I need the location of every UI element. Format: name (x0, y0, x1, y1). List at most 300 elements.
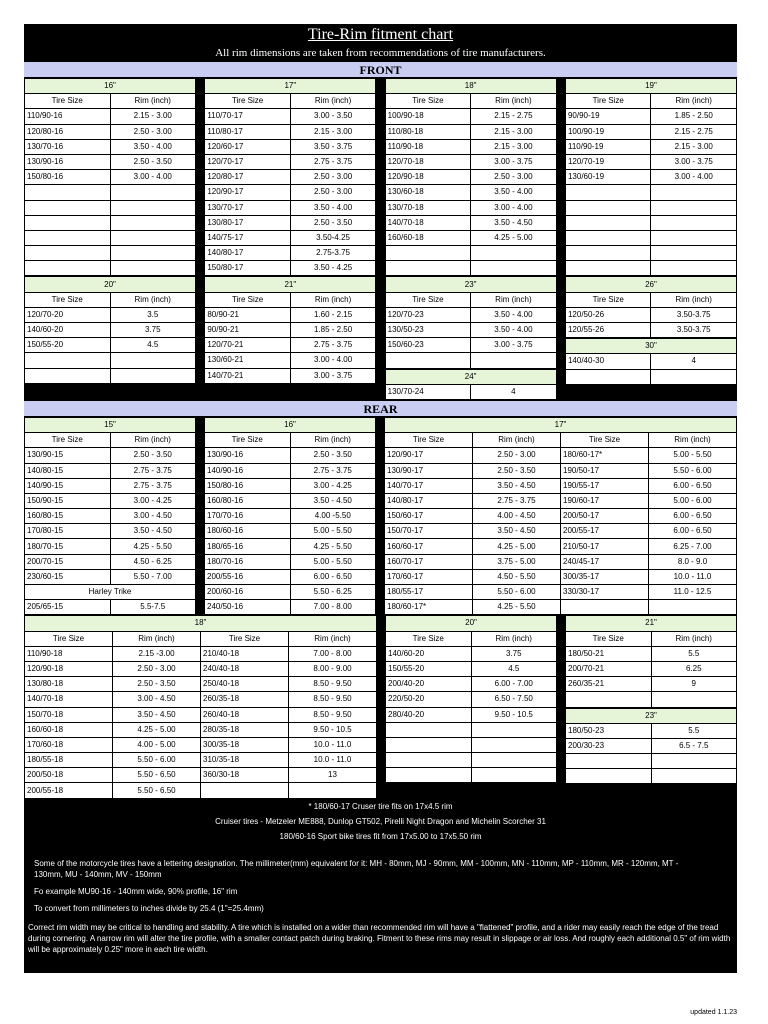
rim-inch-header: Rim (inch) (651, 94, 737, 109)
table-row (25, 185, 196, 200)
rim-width-cell: 6.50 - 7.50 (471, 692, 557, 707)
tire-size-cell (386, 768, 472, 783)
table-row (565, 323, 736, 338)
tire-size-header: Tire Size (25, 94, 111, 109)
tire-size-cell: 330/30-17 (561, 585, 649, 600)
tire-size-cell: 160/80-16 (205, 493, 291, 508)
table-row (385, 448, 737, 463)
table-row (205, 463, 376, 478)
tire-size-cell: 140/70-17 (385, 478, 473, 493)
table-row (386, 707, 557, 722)
table-row (566, 692, 737, 707)
table-row (25, 338, 196, 353)
tire-size-cell (565, 200, 651, 215)
table-row (565, 139, 736, 154)
rim-width-cell: 5.50 - 6.00 (649, 463, 737, 478)
rim-size-label: 20" (386, 616, 557, 631)
rim-inch-header: Rim (inch) (289, 631, 377, 646)
rim-width-cell: 3.75 (471, 646, 557, 661)
tire-size-cell: 170/60-18 (25, 737, 113, 752)
rim-width-cell (471, 737, 557, 752)
rim-width-cell: 6.00 - 6.50 (290, 569, 376, 584)
tire-size-cell: 180/70-15 (25, 539, 111, 554)
tire-size-cell: 120/90-18 (385, 170, 471, 185)
table-row (25, 353, 196, 368)
rim-width-cell: 4.25 - 5.50 (110, 539, 196, 554)
rim-width-cell: 6.25 (651, 661, 737, 676)
tire-size-cell: 230/60-15 (25, 569, 111, 584)
fitment-chart (24, 24, 737, 973)
tire-size-cell: 310/35-18 (201, 753, 289, 768)
front-19-column (565, 78, 737, 276)
rim-width-cell (110, 246, 196, 261)
rim-width-cell (110, 185, 196, 200)
rim-width-cell: 4.25 - 5.00 (471, 230, 557, 245)
tire-size-cell: 130/80-18 (25, 677, 113, 692)
rim-width-cell (651, 692, 737, 707)
rim-width-cell: 2.50 - 3.50 (110, 154, 196, 169)
rim-inch-header: Rim (inch) (290, 433, 376, 448)
table-row (25, 707, 377, 722)
front-26-30-column (565, 276, 737, 400)
tire-size-cell: 180/60-17* (385, 600, 473, 615)
tire-size-cell: 150/55-20 (25, 338, 111, 353)
column-header-row (385, 433, 737, 448)
tire-size-cell (565, 261, 651, 276)
tire-size-cell: 150/55-20 (386, 661, 472, 676)
tire-size-cell (386, 722, 472, 737)
tire-size-cell (385, 261, 471, 276)
tire-size-cell (566, 769, 652, 784)
rim-width-cell: 4.50 - 6.25 (110, 554, 196, 569)
rim-width-cell: 2.15 - 2.75 (471, 109, 557, 124)
table-row (25, 493, 196, 508)
table-row (385, 539, 737, 554)
rear-17-column (384, 417, 737, 615)
tire-size-header: Tire Size (565, 94, 651, 109)
rim-width-cell (110, 230, 196, 245)
rim-width-cell (651, 246, 737, 261)
tire-size-cell: 150/90-15 (25, 493, 111, 508)
rim-width-cell: 10.0 - 11.0 (649, 569, 737, 584)
table-row (386, 737, 557, 752)
tire-size-cell: 180/65-16 (205, 539, 291, 554)
rim-width-cell (471, 753, 557, 768)
rim-width-cell: 1.85 - 2.50 (651, 109, 737, 124)
rim-width-cell: 2.50 - 3.50 (290, 448, 376, 463)
harley-trike-label: Harley Trike (25, 585, 196, 600)
table-row (385, 139, 556, 154)
tire-size-cell: 200/50-17 (561, 509, 649, 524)
tire-size-header: Tire Size (25, 433, 111, 448)
tire-size-cell: 110/90-16 (25, 109, 111, 124)
tire-size-cell: 130/60-18 (385, 185, 471, 200)
rim-width-cell: 2.75 - 3.75 (290, 154, 376, 169)
rim-width-cell: 3.00 - 3.75 (290, 368, 376, 383)
rim-width-cell: 3.50-3.75 (651, 307, 737, 322)
tire-size-header: Tire Size (205, 292, 291, 307)
table-row (385, 323, 556, 338)
tire-size-cell: 120/90-17 (205, 185, 291, 200)
rim-width-cell: 9 (651, 677, 737, 692)
tire-size-cell: 140/90-16 (205, 463, 291, 478)
rim-size-label: 17" (205, 79, 376, 94)
rim-width-cell: 2.50 - 3.00 (113, 661, 201, 676)
table-row (205, 448, 376, 463)
table-row (385, 493, 737, 508)
rim-size-header (385, 277, 556, 292)
rim-width-cell: 3.00 - 4.50 (110, 509, 196, 524)
tire-size-cell (566, 692, 652, 707)
tire-size-cell: 140/70-18 (25, 692, 113, 707)
column-header-row (205, 433, 376, 448)
tire-size-cell: 120/70-19 (565, 154, 651, 169)
tire-size-cell: 260/35-18 (201, 692, 289, 707)
rim-width-cell: 4.25 - 5.00 (113, 722, 201, 737)
table-row (565, 185, 736, 200)
table-row (25, 246, 196, 261)
footnotes (24, 799, 737, 973)
rim-size-header (565, 339, 736, 354)
tire-size-header: Tire Size (561, 433, 649, 448)
table-row (386, 692, 557, 707)
front-20-column (24, 276, 196, 400)
rear-15-column (24, 417, 196, 615)
rim-width-cell: 2.50 - 3.00 (290, 185, 376, 200)
tire-size-cell: 200/70-21 (566, 661, 652, 676)
tire-size-cell: 140/80-15 (25, 463, 111, 478)
chart-title: Tire-Rim fitment chart (307, 26, 454, 43)
rim-inch-header: Rim (inch) (110, 94, 196, 109)
rim-width-cell: 2.75 - 3.75 (110, 463, 196, 478)
tire-size-cell: 260/40-18 (201, 707, 289, 722)
table-row (25, 170, 196, 185)
rim-width-cell: 3.00 - 3.50 (290, 109, 376, 124)
rim-size-label: 16" (205, 417, 376, 432)
rim-width-cell: 3.00 - 4.00 (471, 200, 557, 215)
rim-width-cell: 2.75 - 3.75 (473, 493, 561, 508)
rim-width-cell: 6.00 - 6.50 (649, 524, 737, 539)
rim-width-cell: 3.50 - 3.75 (290, 139, 376, 154)
rim-size-label: 17" (385, 417, 737, 432)
tire-size-cell: 180/55-18 (25, 753, 113, 768)
rim-size-label: 26" (565, 277, 736, 292)
table-row (25, 753, 377, 768)
tire-size-cell: 140/75-17 (205, 230, 291, 245)
tire-size-cell: 140/70-21 (205, 368, 291, 383)
table-row (385, 215, 556, 230)
table-row (205, 600, 376, 615)
rim-size-label: 15" (25, 417, 196, 432)
rim-width-cell: 3.50 - 4.00 (471, 307, 557, 322)
tire-size-cell: 220/50-20 (386, 692, 472, 707)
tire-size-cell: 140/40-30 (565, 354, 651, 369)
table-row (25, 569, 196, 584)
rim-width-cell: 3.00 - 4.50 (113, 692, 201, 707)
tire-size-cell: 180/60-17* (561, 448, 649, 463)
rim-width-cell: 6.00 - 7.00 (471, 677, 557, 692)
front-section-header: FRONT (24, 61, 737, 78)
rim-size-label: 30" (565, 339, 736, 354)
table-row (566, 769, 737, 784)
table-row (205, 539, 376, 554)
rim-width-cell: 2.75 - 3.75 (110, 478, 196, 493)
tire-size-header: Tire Size (201, 631, 289, 646)
tire-size-cell: 120/55-26 (565, 323, 651, 338)
tire-size-cell: 130/60-21 (205, 353, 291, 368)
table-row (385, 109, 556, 124)
rim-width-cell: 8.50 - 9.50 (289, 677, 377, 692)
tire-size-cell: 150/80-16 (25, 170, 111, 185)
rim-width-cell: 5.5 (651, 723, 737, 738)
table-row (205, 569, 376, 584)
table-row (25, 463, 196, 478)
table-row (205, 524, 376, 539)
table-row (205, 109, 376, 124)
rim-inch-header: Rim (inch) (651, 292, 737, 307)
rim-width-cell: 3.50 - 4.50 (471, 215, 557, 230)
rim-width-cell: 4.25 - 5.50 (473, 600, 561, 615)
column-header-row (385, 292, 556, 307)
rim-width-cell: 13 (289, 768, 377, 783)
tire-size-cell: 170/80-15 (25, 524, 111, 539)
tire-size-cell: 150/60-17 (385, 509, 473, 524)
rim-inch-header: Rim (inch) (471, 631, 557, 646)
footnote-sport-bike: 180/60-16 Sport bike tires fit from 17x5.00 to 17x5.50 rim (279, 831, 482, 841)
tire-size-cell: 140/60-20 (386, 646, 472, 661)
table-row (205, 338, 376, 353)
rim-size-header (565, 277, 736, 292)
rim-size-header (25, 616, 377, 631)
rim-width-cell: 1.85 - 2.50 (290, 323, 376, 338)
rim-width-cell: 3.50 - 4.50 (113, 707, 201, 722)
rim-width-cell: 2.75 - 3.75 (290, 338, 376, 353)
table-row (205, 261, 376, 276)
rim-size-label: 16" (25, 79, 196, 94)
table-row (385, 246, 556, 261)
rim-size-label: 18" (385, 79, 556, 94)
table-row (205, 185, 376, 200)
tire-size-cell (25, 185, 111, 200)
footnote-cruiser-tires: Cruiser tires - Metzeler ME888, Dunlop GT502, Pirelli Night Dragon and Michelin Scorcher 31 (215, 816, 546, 826)
tire-size-header: Tire Size (205, 94, 291, 109)
rim-width-cell: 2.15 -3.00 (113, 646, 201, 661)
tire-size-cell: 180/60-16 (205, 524, 291, 539)
rim-width-cell: 4 (471, 384, 557, 399)
tire-size-cell: 150/60-23 (385, 338, 471, 353)
front-top-grid (24, 78, 737, 276)
tire-size-cell (25, 200, 111, 215)
rim-width-cell: 2.50 - 3.50 (113, 677, 201, 692)
tire-size-header: Tire Size (566, 631, 652, 646)
column-header-row (25, 433, 196, 448)
table-row (25, 722, 377, 737)
rim-width-cell: 3.50 - 4.50 (473, 524, 561, 539)
table-row (385, 307, 556, 322)
tire-size-cell: 180/70-16 (205, 554, 291, 569)
rim-width-cell: 2.15 - 3.00 (471, 124, 557, 139)
tire-size-cell (25, 230, 111, 245)
column-header-row (25, 631, 377, 646)
rim-width-cell: 5.50 - 6.50 (113, 783, 201, 798)
rim-size-header (566, 708, 737, 723)
table-row (565, 261, 736, 276)
table-row (386, 768, 557, 783)
tire-size-cell (25, 261, 111, 276)
rim-width-cell: 5.50 - 6.50 (113, 768, 201, 783)
tire-size-cell (561, 600, 649, 615)
column-header-row (566, 631, 737, 646)
rim-width-cell (651, 769, 737, 784)
table-row (25, 554, 196, 569)
table-row (385, 154, 556, 169)
table-row (25, 524, 196, 539)
rim-width-cell (471, 246, 557, 261)
tire-size-cell: 130/70-17 (205, 200, 291, 215)
rim-width-cell (651, 369, 737, 384)
rim-width-cell: 8.50 - 9.50 (289, 692, 377, 707)
rim-width-cell (471, 722, 557, 737)
rim-width-cell (651, 261, 737, 276)
rim-width-note: Correct rim width may be critical to handling and stability. A tire which is installed on a wider than recommended rim will have a "flattened" profile, and a rider may easily reach the edge of the tread during cornering. A narrow rim will alter the tire profile, with a smaller contact patch during braking. Fitment to these rims may result in slippage or air loss. And roughly each additional 0.5" of rim width will be approximately 0.25" more in each tire width. (28, 922, 731, 954)
table-row (386, 722, 557, 737)
rim-width-cell: 3.75 (110, 323, 196, 338)
rim-width-cell: 8.0 - 9.0 (649, 554, 737, 569)
rim-width-cell (651, 200, 737, 215)
table-row (205, 230, 376, 245)
table-row (205, 585, 376, 600)
rim-width-cell: 4.00 - 5.00 (113, 737, 201, 752)
table-row (205, 200, 376, 215)
rim-width-cell: 5.50 - 6.00 (113, 753, 201, 768)
table-row (205, 554, 376, 569)
table-row (385, 554, 737, 569)
table-row (25, 646, 377, 661)
table-row (565, 230, 736, 245)
tire-size-cell: 90/90-19 (565, 109, 651, 124)
table-row (386, 646, 557, 661)
table-row (205, 478, 376, 493)
rim-width-cell: 4.00 -5.50 (290, 509, 376, 524)
table-row (565, 124, 736, 139)
rim-width-cell: 2.15 - 3.00 (110, 109, 196, 124)
rim-size-header (25, 417, 196, 432)
info-example: Fo example MU90-16 - 140mm wide, 90% profile, 16" rim (34, 886, 238, 896)
tire-size-cell: 150/80-17 (205, 261, 291, 276)
table-row (385, 585, 737, 600)
tire-size-cell (565, 185, 651, 200)
rim-size-label: 21" (205, 277, 376, 292)
updated-label: updated 1.1.23 (690, 1009, 737, 1016)
tire-size-cell: 250/40-18 (201, 677, 289, 692)
tire-size-cell: 110/90-18 (385, 139, 471, 154)
tire-size-header: Tire Size (205, 433, 291, 448)
table-row (565, 369, 736, 384)
table-row (566, 754, 737, 769)
tire-size-cell: 140/80-17 (385, 493, 473, 508)
tire-size-cell: 130/70-24 (385, 384, 471, 399)
table-row (25, 124, 196, 139)
rim-width-cell: 2.50 - 3.50 (473, 463, 561, 478)
tire-size-cell: 300/35-18 (201, 737, 289, 752)
tire-size-cell: 240/45-17 (561, 554, 649, 569)
tire-size-cell: 260/35-21 (566, 677, 652, 692)
rim-inch-header: Rim (inch) (290, 94, 376, 109)
table-row (565, 170, 736, 185)
table-row (385, 384, 556, 399)
rim-width-cell (471, 353, 557, 368)
tire-size-cell: 280/35-18 (201, 722, 289, 737)
rim-width-cell: 3.00 - 4.25 (110, 493, 196, 508)
column-header-row (205, 292, 376, 307)
rim-width-cell: 11.0 - 12.5 (649, 585, 737, 600)
rim-width-cell: 10.0 - 11.0 (289, 737, 377, 752)
tire-size-cell (25, 246, 111, 261)
rim-inch-header: Rim (inch) (651, 631, 737, 646)
front-18-column (385, 78, 557, 276)
tire-size-cell: 130/50-23 (385, 323, 471, 338)
tire-size-cell (25, 215, 111, 230)
tire-size-cell: 280/40-20 (386, 707, 472, 722)
tire-size-cell: 100/90-18 (385, 109, 471, 124)
table-row (25, 230, 196, 245)
rim-width-cell (110, 368, 196, 383)
tire-size-cell: 170/70-16 (205, 509, 291, 524)
tire-size-cell: 130/60-19 (565, 170, 651, 185)
rim-width-cell: 3.00 - 4.00 (651, 170, 737, 185)
tire-size-header: Tire Size (385, 433, 473, 448)
rim-width-cell: 3.50 - 4.50 (110, 524, 196, 539)
tire-size-cell: 200/60-16 (205, 585, 291, 600)
tire-size-cell: 140/80-17 (205, 246, 291, 261)
rim-width-cell: 2.15 - 3.00 (651, 139, 737, 154)
rim-size-header (25, 277, 196, 292)
rim-width-cell: 4 (651, 354, 737, 369)
column-header-row (385, 94, 556, 109)
rim-width-cell (110, 215, 196, 230)
tire-size-cell (565, 246, 651, 261)
table-row (25, 139, 196, 154)
table-row (565, 154, 736, 169)
tire-size-cell: 130/70-16 (25, 139, 111, 154)
footnote-cruser: * 180/60-17 Cruser tire fits on 17x4.5 rim (308, 801, 453, 811)
table-row (385, 353, 556, 368)
table-row (25, 200, 196, 215)
table-row (25, 737, 377, 752)
rim-inch-header: Rim (inch) (113, 631, 201, 646)
rim-width-cell: 4.5 (110, 338, 196, 353)
tire-size-cell: 120/90-18 (25, 661, 113, 676)
tire-size-cell: 120/70-21 (205, 338, 291, 353)
rim-width-cell: 3.50 - 4.50 (473, 478, 561, 493)
table-row (385, 185, 556, 200)
front-bottom-grid (24, 276, 737, 400)
table-row (385, 261, 556, 276)
tire-size-cell: 210/40-18 (201, 646, 289, 661)
rim-width-cell: 5.50 - 6.00 (473, 585, 561, 600)
rim-size-header (385, 369, 556, 384)
table-row (566, 646, 737, 661)
tire-size-cell: 180/50-21 (566, 646, 652, 661)
column-header-row (205, 94, 376, 109)
table-row (565, 246, 736, 261)
table-row (25, 261, 196, 276)
rim-width-cell: 2.75-3.75 (290, 246, 376, 261)
tire-size-cell: 190/55-17 (561, 478, 649, 493)
tire-size-header: Tire Size (25, 292, 111, 307)
tire-size-cell: 160/60-17 (385, 539, 473, 554)
tire-size-cell: 120/70-17 (205, 154, 291, 169)
